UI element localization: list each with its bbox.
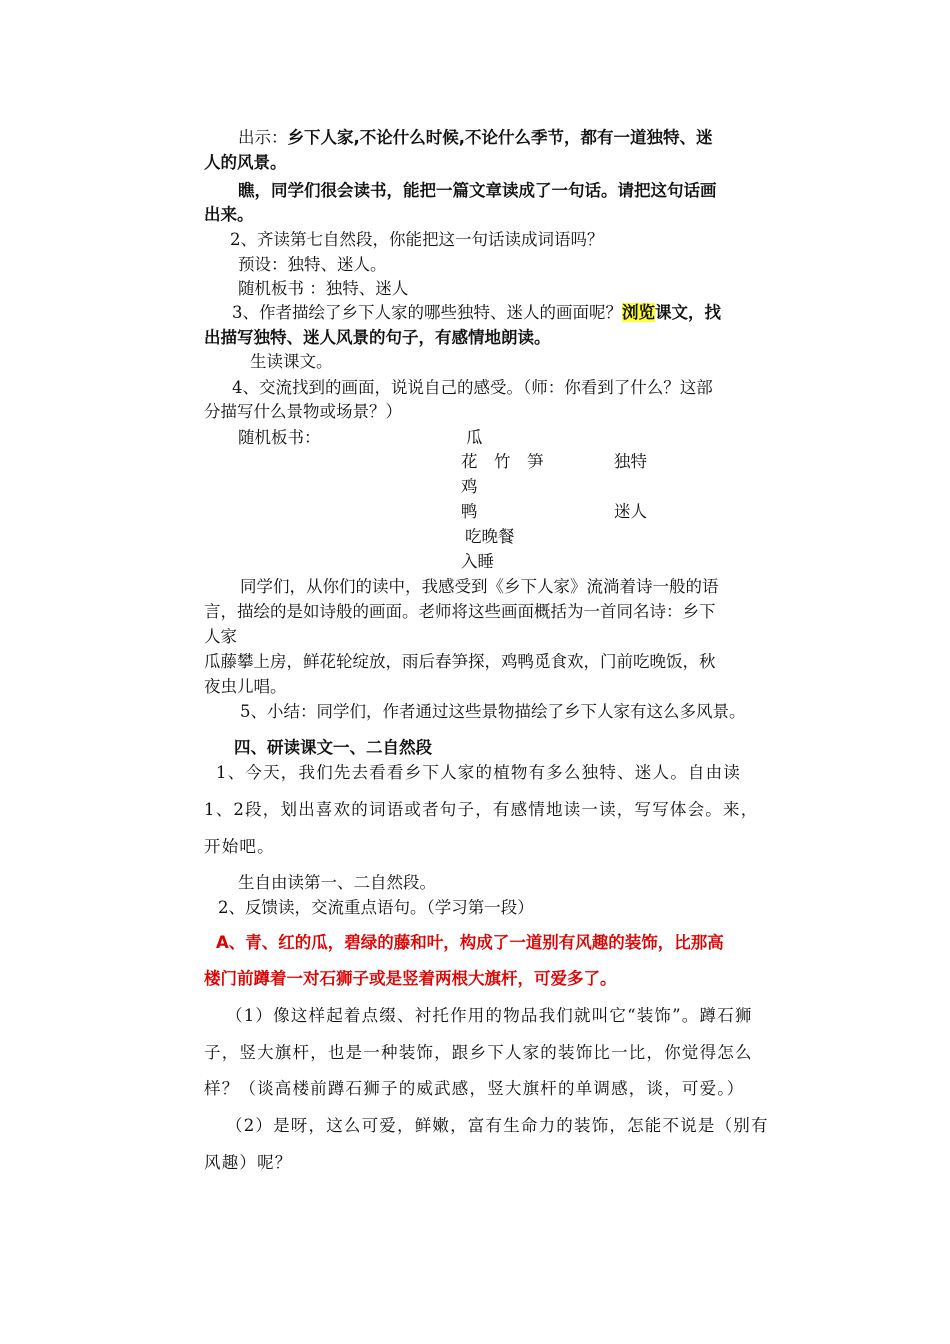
- student-read: 生读课文。: [250, 352, 333, 371]
- board-item-sleep: 入睡: [461, 552, 494, 571]
- step-3-bold: 课文，找: [655, 303, 721, 322]
- section-step-1-line-3: 开始吧。: [204, 837, 275, 856]
- show-line-2: 人的风景。: [204, 153, 287, 172]
- step-3-line-1: [232, 302, 721, 324]
- show-prefix: 出示：: [238, 128, 288, 147]
- step-4-line-2: 分描写什么景物或场景？）: [204, 402, 402, 421]
- step-2: 2、齐读第七自然段，你能把这一句话读成词语吗？: [230, 230, 604, 249]
- board-right-charming: 迷人: [614, 502, 647, 521]
- board-label: 随机板书：: [238, 428, 321, 447]
- board-item-chicken: 鸡: [461, 477, 478, 496]
- question-1-line-2: 子，竖大旗杆，也是一种装饰，跟乡下人家的装饰比一比，你觉得怎么: [204, 1043, 753, 1062]
- look-line-1: 瞧，同学们很会读书，能把一篇文章读成了一句话。请把这句话画: [238, 181, 717, 200]
- board-note-1: 随机板书 ：独特、迷人: [238, 279, 409, 298]
- question-2-line-2: 风趣）呢？: [204, 1153, 293, 1172]
- section-step-2: 2、反馈读，交流重点语句。（学习第一段）: [218, 898, 534, 917]
- show-quote: 乡下人家,不论什么时候,不论什么季节，都有一道独特、迷: [287, 128, 713, 147]
- red-quote-line-1: A、青、红的瓜，碧绿的藤和叶，构成了一道别有风趣的装饰，比那高: [216, 933, 724, 952]
- free-read: 生自由读第一、二自然段。: [238, 873, 436, 892]
- section-step-1-line-2: 1、2段，划出喜欢的词语或者句子，有感情地读一读，写写体会。来，: [204, 800, 759, 819]
- red-quote-line-2: 楼门前蹲着一对石狮子或是竖着两根大旗杆，可爱多了。: [204, 969, 617, 988]
- show-line-1: [238, 127, 713, 149]
- poem-line-2: 夜虫儿唱。: [204, 677, 287, 696]
- look-line-2: 出来。: [204, 205, 254, 224]
- preset: 预设：独特、迷人。: [238, 255, 387, 274]
- step-3-line-2: 出描写独特、迷人风景的句子，有感情地朗读。: [204, 328, 551, 347]
- para-line-3: 人家: [204, 627, 237, 646]
- step-3-text: 3、作者描绘了乡下人家的哪些独特、迷人的画面呢？: [232, 303, 622, 322]
- question-1-line-3: 样？（谈高楼前蹲石狮子的威武感，竖大旗杆的单调感，谈，可爱。）: [204, 1079, 745, 1098]
- board-item-duck: 鸭: [461, 502, 478, 521]
- step-4-line-1: 4、交流找到的画面，说说自己的感受。（师：你看到了什么？这部: [232, 378, 713, 397]
- board-item-flowers: 花 竹 笋: [461, 452, 544, 471]
- section-step-1-line-1: 1、今天，我们先去看看乡下人家的植物有多么独特、迷人。自由读: [216, 763, 741, 782]
- para-line-1: 同学们，从你们的读中，我感受到《乡下人家》流淌着诗一般的语: [240, 577, 719, 596]
- poem-line-1: 瓜藤攀上房，鲜花轮绽放，雨后春笋探，鸡鸭觅食欢，门前吃晚饭，秋: [204, 652, 716, 671]
- summary: 5、小结：同学们，作者通过这些景物描绘了乡下人家有这么多风景。: [240, 702, 746, 721]
- board-right-unique: 独特: [614, 452, 647, 471]
- section-heading: 四、研读课文一、二自然段: [234, 738, 432, 757]
- para-line-2: 言，描绘的是如诗般的画面。老师将这些画面概括为一首同名诗：乡下: [204, 602, 716, 621]
- question-2-line-1: （2）是呀，这么可爱，鲜嫩，富有生命力的装饰，怎能不说是（别有: [226, 1116, 769, 1135]
- question-1-line-1: （1）像这样起着点缀、衬托作用的物品我们就叫它“装饰”。蹲石狮: [226, 1006, 753, 1025]
- board-item-melon: 瓜: [466, 428, 483, 447]
- board-item-dinner: 吃晚餐: [465, 527, 515, 546]
- highlighted-word: 浏览: [622, 303, 655, 322]
